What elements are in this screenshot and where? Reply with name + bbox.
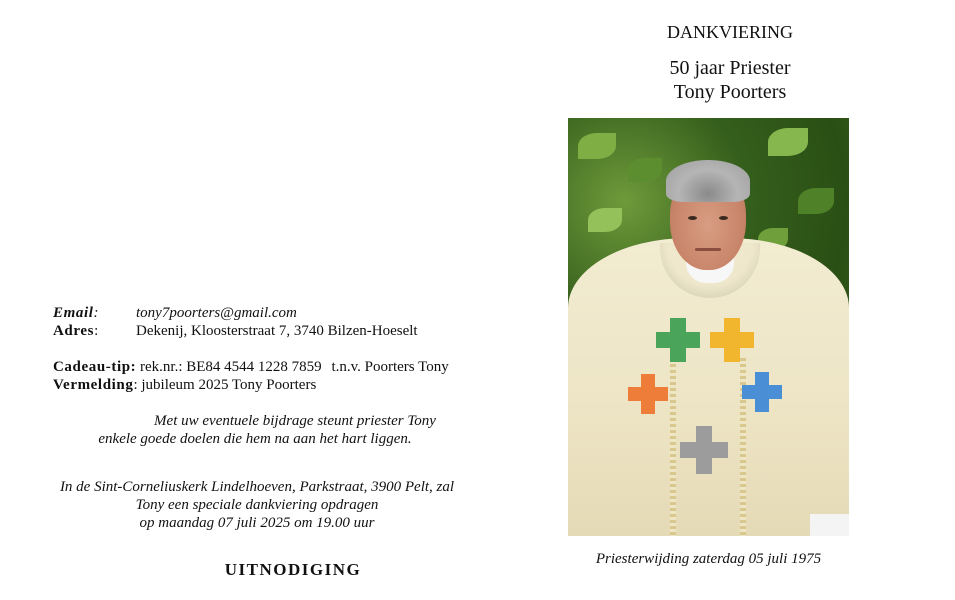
- yellow-cross-icon: [710, 318, 754, 362]
- orange-cross-icon: [628, 374, 668, 414]
- event-line-1: In de Sint-Corneliuskerk Lindelhoeven, Parkstraat, 3900 Pelt, zal: [59, 479, 455, 495]
- green-cross-icon: [656, 318, 700, 362]
- mention-value: : jubileum 2025 Tony Poorters: [133, 377, 317, 393]
- mention-row: [53, 376, 316, 394]
- priest-photo: [568, 118, 849, 536]
- gray-cross-icon: [680, 426, 728, 474]
- address-row: Adres: Dekenij, Kloosterstraat 7, 3740 Bilzen-Hoeselt: [53, 323, 418, 339]
- page-title: DANKVIERING: [667, 22, 793, 42]
- email-value: tony7poorters@gmail.com: [136, 305, 297, 321]
- gift-account-number: rek.nr.: BE84 4544 1228 7859: [140, 359, 322, 375]
- blue-cross-icon: [742, 372, 782, 412]
- support-line-1: Met uw eventuele bijdrage steunt priester Tony: [154, 413, 436, 429]
- email-row: Email: tony7poorters@gmail.com: [53, 305, 297, 321]
- address-label: Adres: [53, 323, 95, 339]
- subtitle-name: Tony Poorters: [673, 81, 787, 103]
- subtitle-years: 50 jaar Priester: [669, 57, 791, 79]
- email-label: Email: [53, 305, 94, 321]
- support-line-2: enkele goede doelen die hem na aan het hart liggen.: [98, 431, 412, 447]
- event-line-2: Tony een speciale dankviering opdragen: [135, 497, 379, 513]
- gift-label: Cadeau-tip:: [53, 359, 137, 375]
- gift-row: [53, 358, 449, 376]
- photo-caption: Priesterwijding zaterdag 05 juli 1975: [595, 551, 822, 567]
- mention-label: Vermelding: [53, 377, 134, 393]
- gift-account-holder: t.n.v. Poorters Tony: [331, 359, 449, 375]
- invitation-heading: UITNODIGING: [224, 560, 362, 579]
- address-value: Dekenij, Kloosterstraat 7, 3740 Bilzen-Hoeselt: [136, 323, 418, 339]
- event-line-3: op maandag 07 juli 2025 om 19.00 uur: [139, 515, 375, 531]
